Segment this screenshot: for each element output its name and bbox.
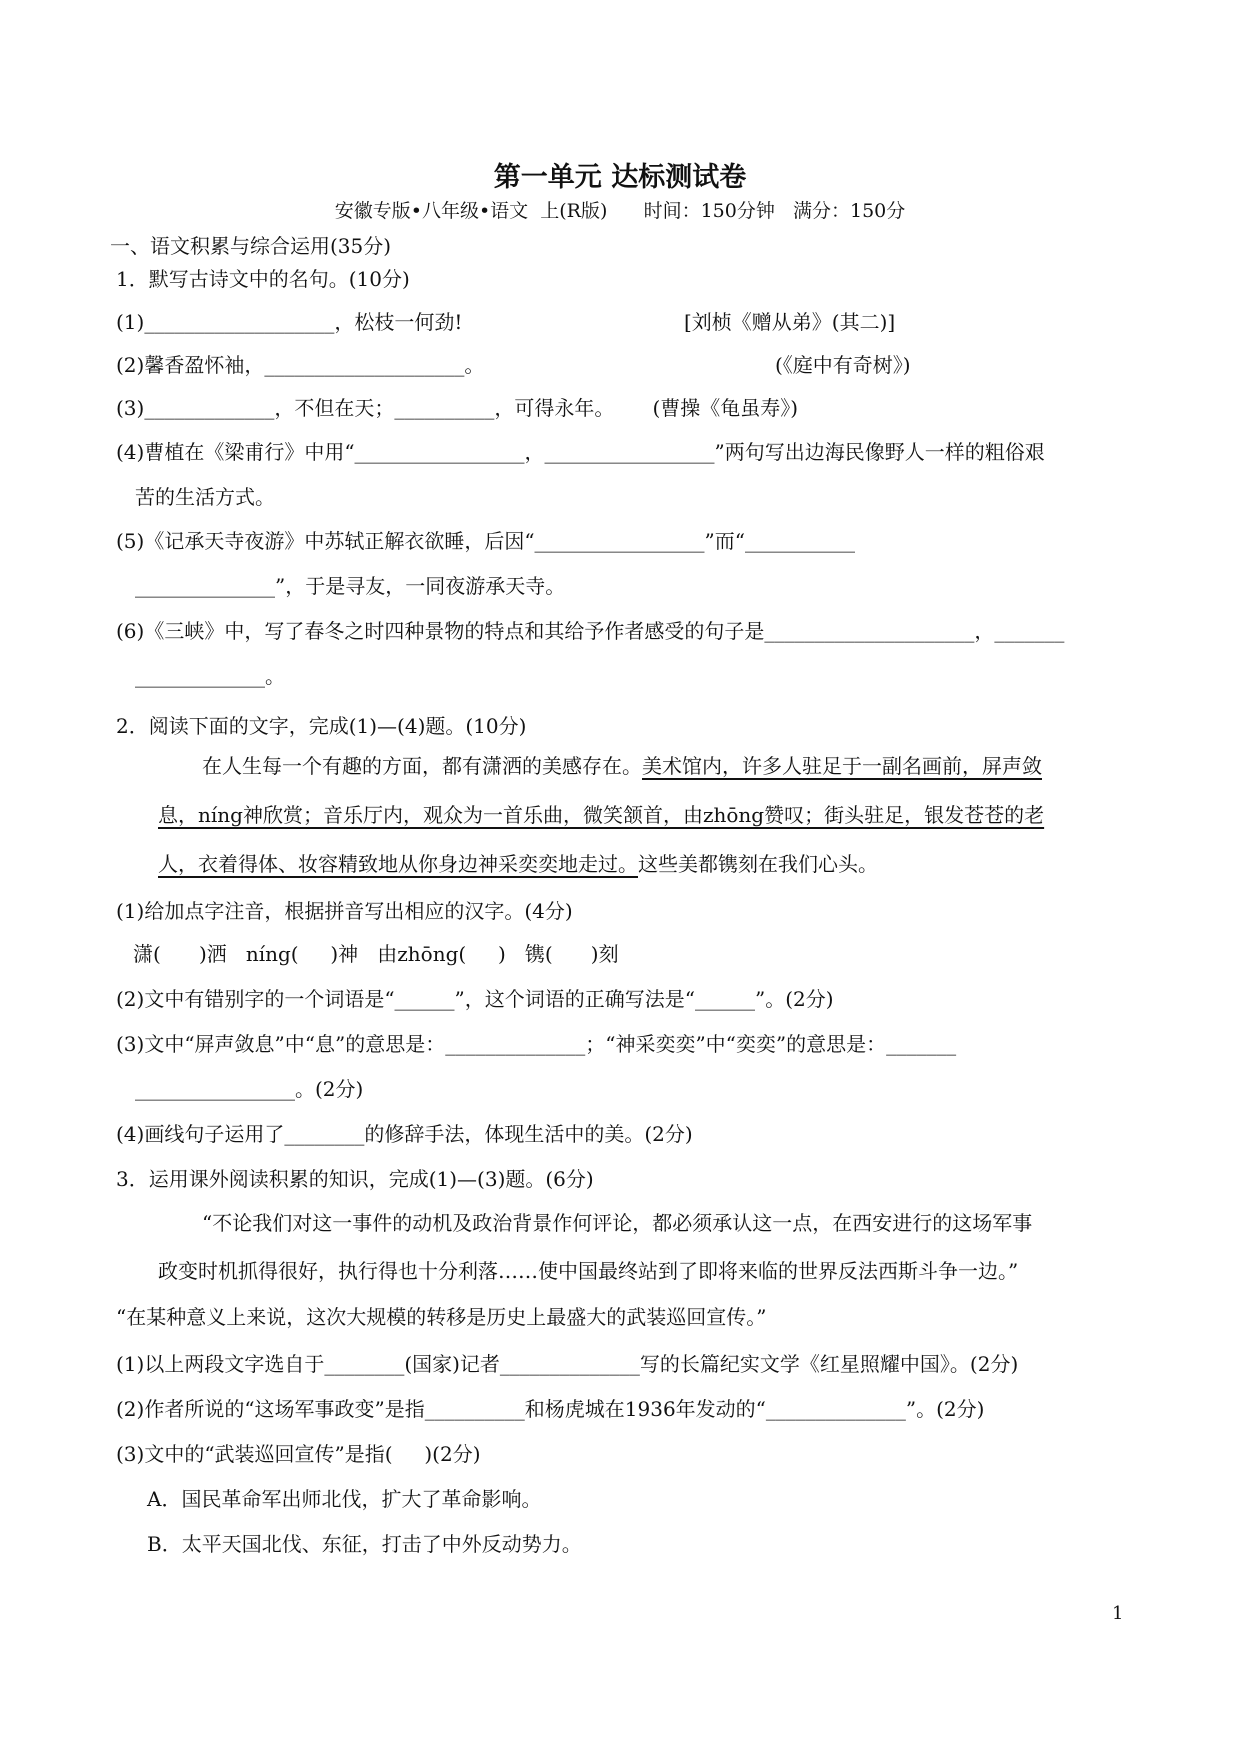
quote-line-2: 政变时机抓得很好，执行得也十分利落……使中国最终站到了即将来临的世界反法西斯斗争一边。” — [158, 1259, 1019, 1283]
option-a: A．国民革命军出师北伐，扩大了革命影响。 — [147, 1487, 542, 1511]
question-2-item-3: (3)文中“屏声敛息”中“息”的意思是：______________；“神采奕奕”中“奕奕”的意思是：_______ — [116, 1032, 957, 1056]
passage-text: 在人生每一个有趣的方面，都有潇洒的美感存在。 — [202, 754, 642, 778]
question-1-item-3: (3)_____________，不但在天；__________，可得永年。 (曹操《龟虽寿》) — [116, 396, 799, 420]
passage-line-3 — [158, 850, 878, 878]
question-2-item-1: (1)给加点字注音，根据拼音写出相应的汉字。(4分) — [116, 899, 573, 923]
question-3-item-3: (3)文中的“武装巡回宣传”是指( )(2分) — [116, 1442, 481, 1466]
question-1-item-1: (1)___________________，松枝一何劲! — [116, 310, 463, 334]
question-1-item-4: (4)曹植在《梁甫行》中用“_________________，_________________”两句写出边海民像野人一样的粗俗艰 — [116, 440, 1045, 464]
question-1-item-2: (2)馨香盈怀袖，____________________。 — [116, 353, 485, 377]
passage-line-1 — [202, 752, 1042, 780]
question-1-item-2-source: (《庭中有奇树》) — [775, 353, 911, 377]
underlined-sentence: 人，衣着得体、妆容精致地从你身边神采奕奕地走过。 — [158, 852, 638, 876]
question-3-item-1: (1)以上两段文字选自于________(国家)记者______________写的长篇纪实文学《红星照耀中国》。(2分) — [116, 1352, 1019, 1376]
question-1-item-5-cont: ______________”，于是寻友，一同夜游承天寺。 — [135, 574, 566, 598]
question-1-item-5: (5)《记承天寺夜游》中苏轼正解衣欲睡，后因“_________________”而“___________ — [116, 529, 856, 553]
question-1: 1．默写古诗文中的名句。(10分) — [116, 267, 410, 291]
question-1-item-4-cont: 苦的生活方式。 — [135, 485, 275, 509]
section-heading: 一、语文积累与综合运用(35分) — [110, 234, 392, 258]
page-subtitle: 安徽专版•八年级•语文 上(R版) 时间：150分钟 满分：150分 — [334, 200, 906, 222]
passage-text: 这些美都镌刻在我们心头。 — [638, 852, 878, 876]
page-number: 1 — [1112, 1603, 1124, 1624]
question-3: 3．运用课外阅读积累的知识，完成(1)—(3)题。(6分) — [116, 1167, 594, 1191]
question-2-item-1-blanks: 潇( )洒 níng( )神 由zhōng( ) 镌( )刻 — [133, 942, 619, 966]
quote-line-3: “在某种意义上来说，这次大规模的转移是历史上最盛大的武装巡回宣传。” — [116, 1305, 767, 1329]
question-2: 2．阅读下面的文字，完成(1)—(4)题。(10分) — [116, 714, 527, 738]
question-1-item-6-cont: _____________。 — [135, 664, 285, 688]
question-2-item-2: (2)文中有错别字的一个词语是“______”，这个词语的正确写法是“______”。(2分) — [116, 987, 834, 1011]
underlined-sentence: 美术馆内，许多人驻足于一副名画前，屏声敛 — [642, 754, 1042, 778]
page-title: 第一单元 达标测试卷 — [493, 162, 747, 193]
question-1-item-6: (6)《三峡》中，写了春冬之时四种景物的特点和其给予作者感受的句子是_____________________，_______ — [116, 619, 1065, 643]
quote-line-1: “不论我们对这一事件的动机及政治背景作何评论，都必须承认这一点，在西安进行的这场军事 — [202, 1211, 1033, 1235]
question-2-item-4: (4)画线句子运用了________的修辞手法，体现生活中的美。(2分) — [116, 1122, 693, 1146]
passage-line-2: 息，níng神欣赏；音乐厅内，观众为一首乐曲，微笑颔首，由zhōng赞叹；街头驻足，银发苍苍的老 — [158, 803, 1045, 827]
question-2-item-3-cont: ________________。(2分) — [135, 1077, 364, 1101]
question-1-item-1-source: [刘桢《赠从弟》(其二)] — [684, 310, 896, 334]
question-3-item-2: (2)作者所说的“这场军事政变”是指__________和杨虎城在1936年发动的“______________”。(2分) — [116, 1397, 985, 1421]
option-b: B．太平天国北伐、东征，打击了中外反动势力。 — [147, 1532, 582, 1556]
